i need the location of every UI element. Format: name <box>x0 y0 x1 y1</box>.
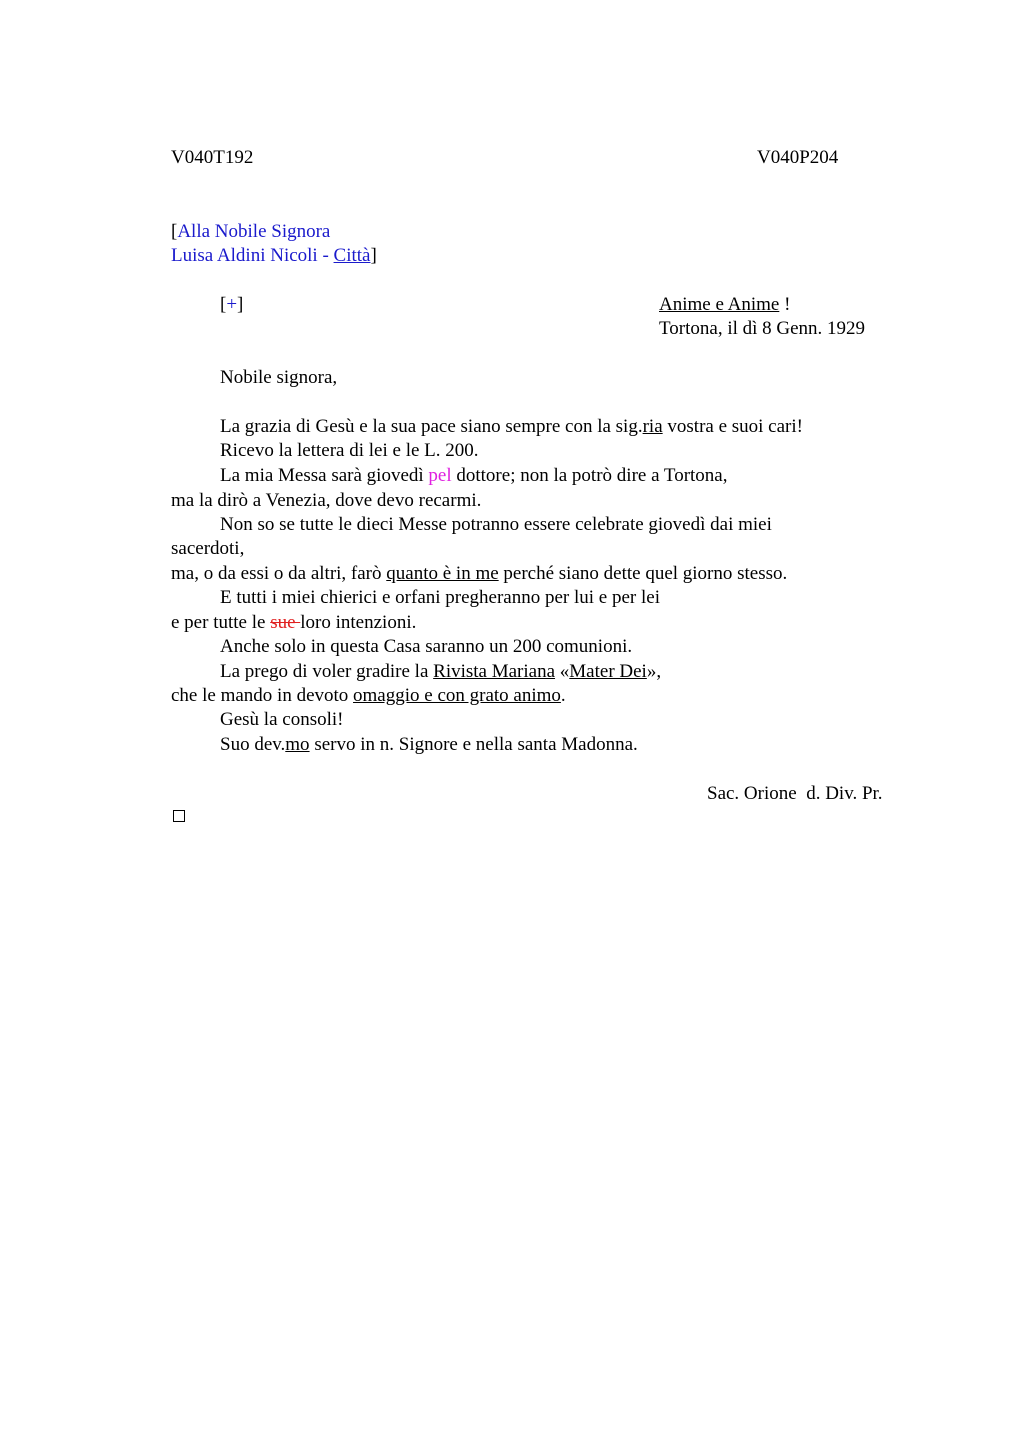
address-recipient-name: Luisa Aldini Nicoli - <box>171 245 334 266</box>
cross-symbol: + <box>226 294 238 315</box>
address-line-1 <box>171 221 330 243</box>
motto-text: Anime e Anime <box>659 294 780 315</box>
inserted-word: pel <box>428 465 452 486</box>
address-open-bracket: [ <box>171 221 178 242</box>
body-line-8: E tutti i miei chierici e orfani pregheranno per lui e per lei <box>220 587 660 608</box>
place-date: Tortona, il dì 8 Genn. 1929 <box>659 318 866 339</box>
address-close-bracket: ] <box>370 245 377 266</box>
address-city: Città <box>333 245 371 266</box>
body-line-9: e per tutte le sue loro intenzioni. <box>171 612 417 633</box>
body-line-13: Gesù la consoli! <box>220 709 344 730</box>
document-code-left: V040T192 <box>171 147 254 168</box>
address-line-2 <box>171 245 377 267</box>
address-recipient-title: Alla Nobile Signora <box>177 221 331 242</box>
motto: Anime e Anime ! <box>659 294 791 315</box>
end-square-icon <box>173 810 185 822</box>
body-line-3: La mia Messa sarà giovedì pel dottore; non la potrò dire a Tortona, <box>220 465 728 486</box>
body-line-5: Non so se tutte le dieci Messe potranno essere celebrate giovedì dai miei <box>220 514 772 535</box>
body-line-11: La prego di voler gradire la Rivista Mariana «Mater Dei», <box>220 661 662 682</box>
body-line-12: che le mando in devoto omaggio e con grato animo. <box>171 685 566 706</box>
body-line-6: sacerdoti, <box>171 538 245 559</box>
body-line-10: Anche solo in questa Casa saranno un 200 comunioni. <box>220 636 633 657</box>
body-line-2: Ricevo la lettera di lei e le L. 200. <box>220 440 479 461</box>
body-line-1: La grazia di Gesù e la sua pace siano sempre con la sig.ria vostra e suoi cari! <box>220 416 803 437</box>
body-line-7: ma, o da essi o da altri, farò quanto è in me perché siano dette quel giorno stesso. <box>171 563 788 584</box>
body-line-14: Suo dev.mo servo in n. Signore e nella santa Madonna. <box>220 734 638 755</box>
cross-mark: [+] <box>220 294 244 315</box>
salutation: Nobile signora, <box>220 367 338 388</box>
body-line-4: ma la dirò a Venezia, dove devo recarmi. <box>171 490 482 511</box>
document-code-right: V040P204 <box>757 147 839 168</box>
struck-word: sue <box>270 612 301 633</box>
signature: Sac. Orione d. Div. Pr. <box>707 783 883 804</box>
